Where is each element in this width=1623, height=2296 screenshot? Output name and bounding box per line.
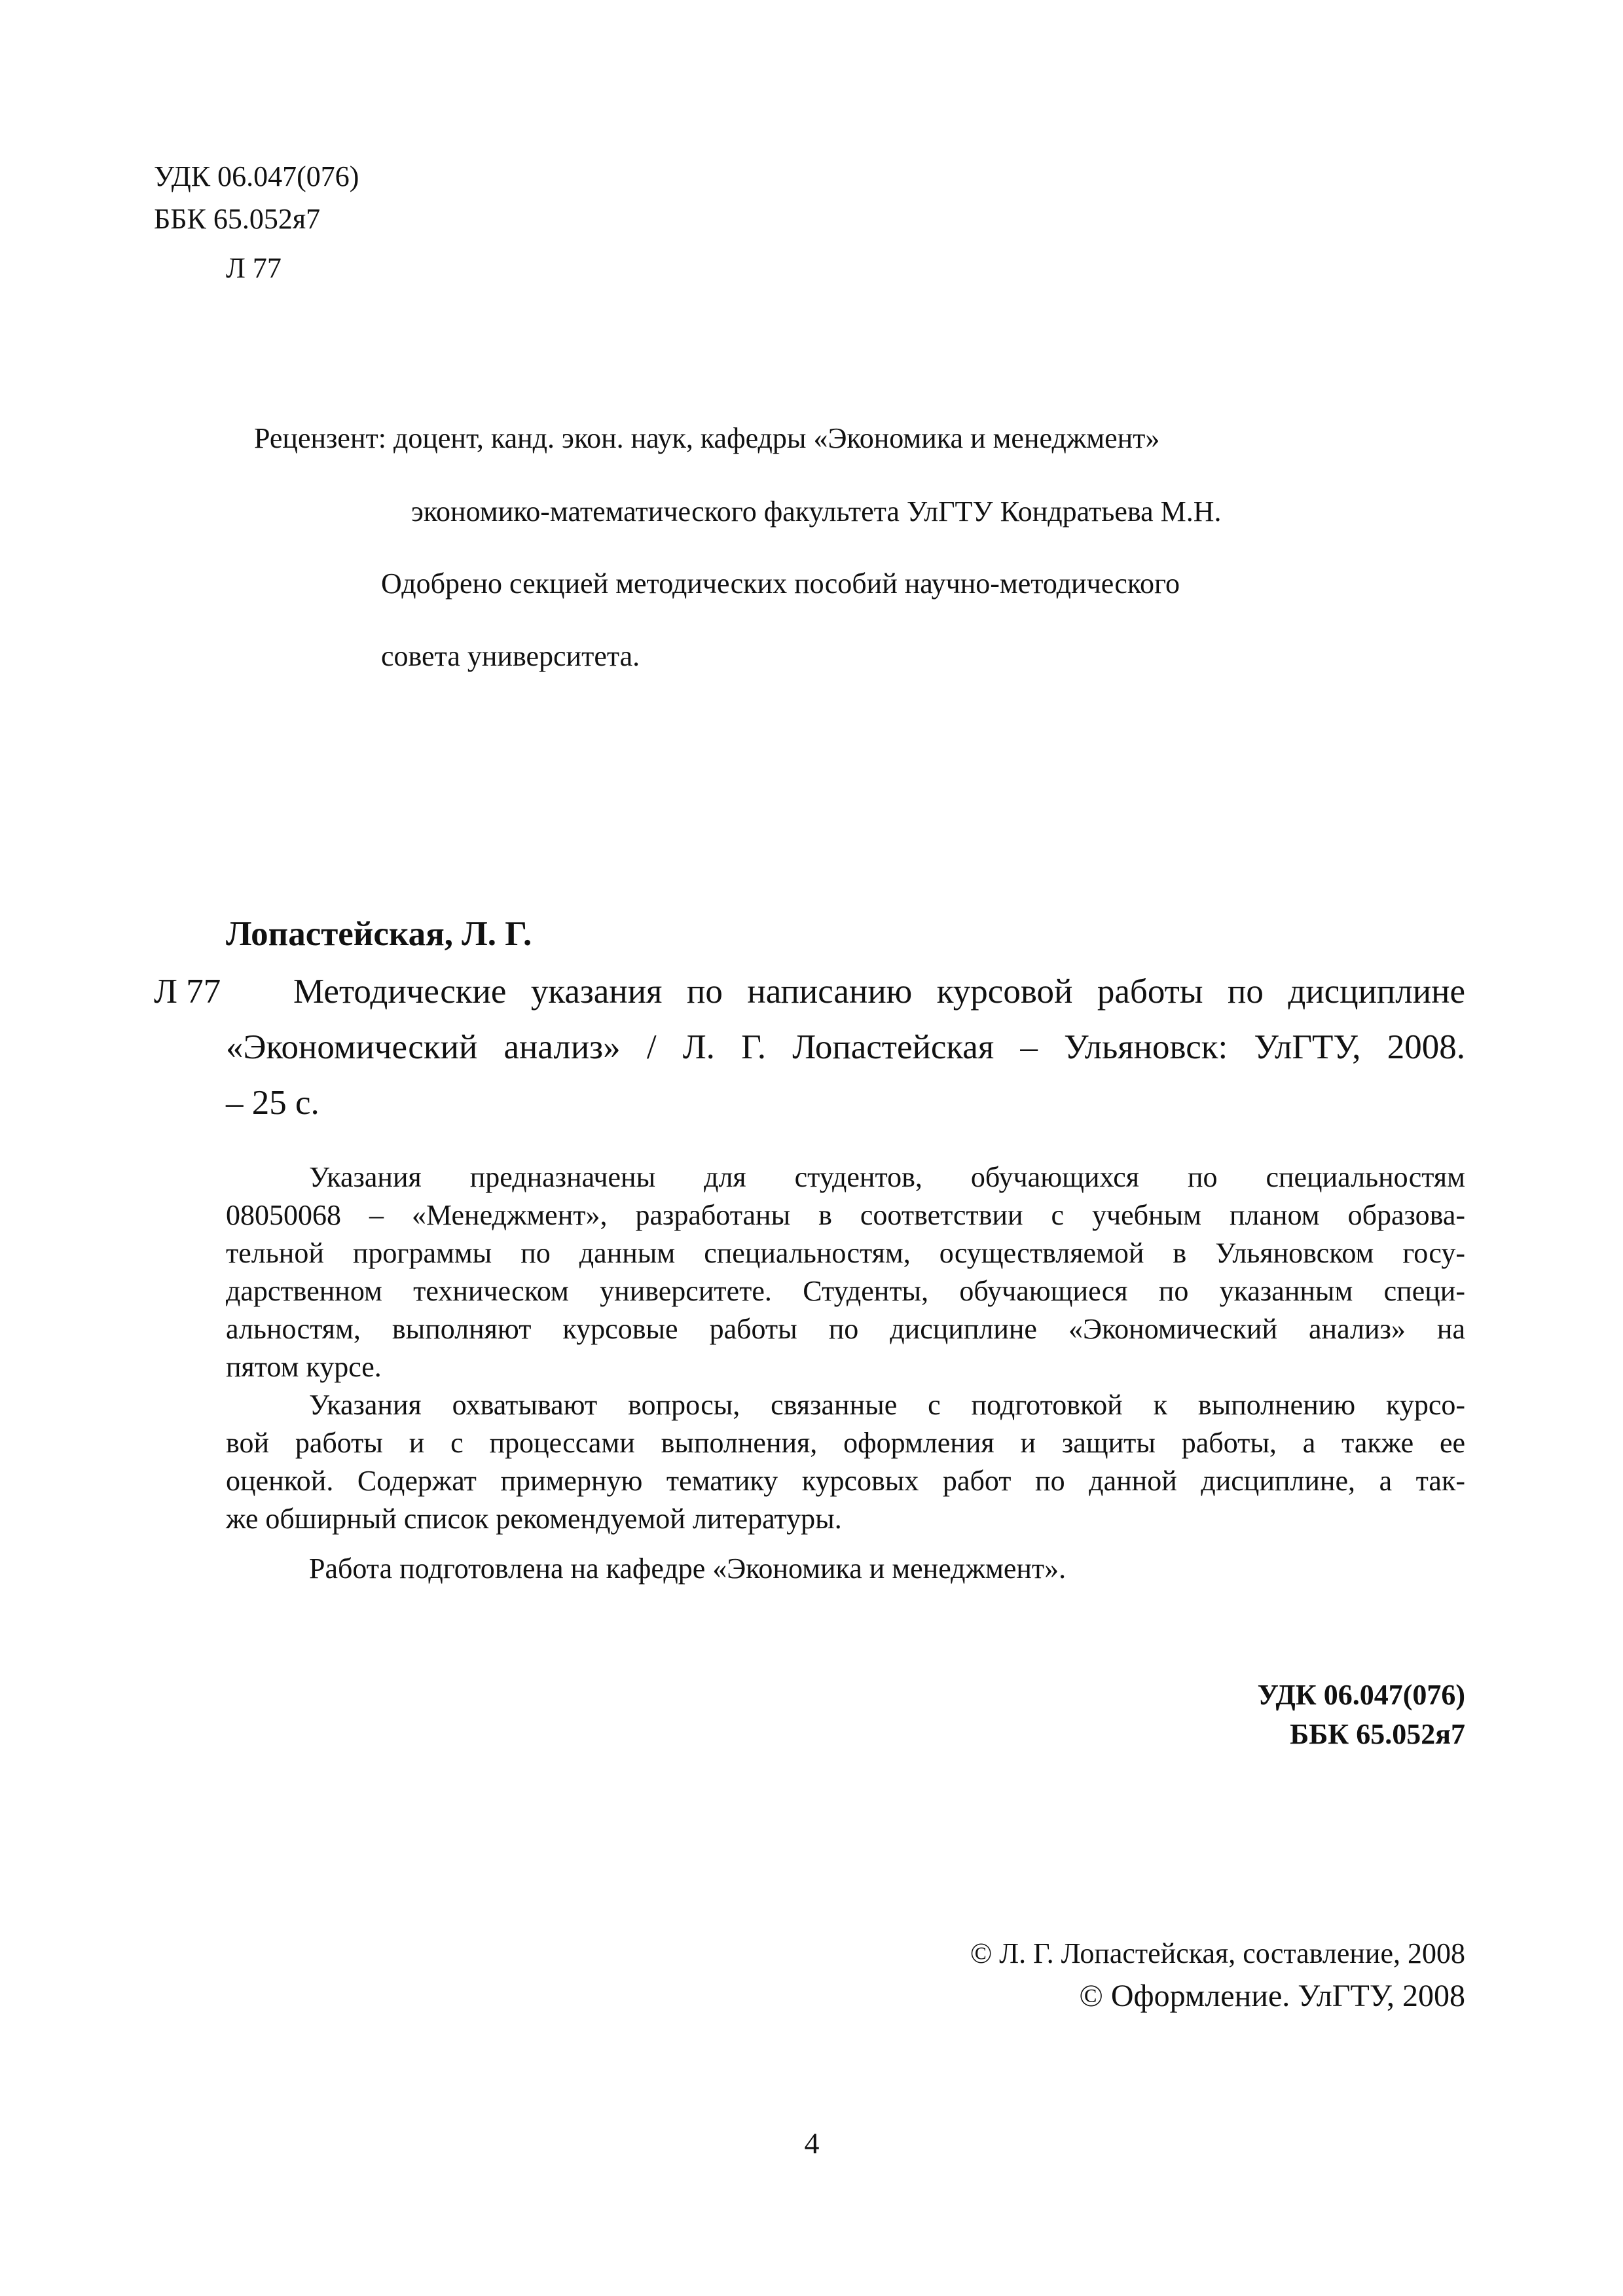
udk-code-bottom: УДК 06.047(076) <box>1257 1679 1465 1711</box>
annotation-p1-line-4: дарственном техническом университете. Студенты, обучающиеся по указанным специ- <box>226 1275 1465 1307</box>
annotation-p1-line-3: тельной программы по данным специальностям, осуществляемой в Ульяновском госу- <box>226 1237 1465 1269</box>
annotation-p1-line-1: Указания предназначены для студентов, обучающихся по специальностям <box>309 1161 1465 1193</box>
author-sign-top: Л 77 <box>226 252 282 284</box>
author-sign: Л 77 <box>154 973 221 1011</box>
bibliographic-pages: – 25 с. <box>226 1084 319 1122</box>
approval-line-2: совета университета. <box>381 640 640 672</box>
bbk-code-bottom: ББК 65.052я7 <box>1290 1718 1465 1750</box>
copyright-design: © Оформление. УлГТУ, 2008 <box>1079 1979 1465 2013</box>
annotation-p2-line-4: же обширный список рекомендуемой литературы. <box>226 1503 842 1535</box>
approval-line-1: Одобрено секцией методических пособий научно-методического <box>381 567 1180 600</box>
annotation-p2-line-1: Указания охватывают вопросы, связанные с подготовкой к выполнению курсо- <box>309 1389 1465 1421</box>
author-name: Лопастейская, Л. Г. <box>226 915 532 953</box>
bibliographic-title-line-1: Методические указания по написанию курсовой работы по дисциплине <box>293 973 1465 1011</box>
bibliographic-title-line-2: «Экономический анализ» / Л. Г. Лопастейская – Ульяновск: УлГТУ, 2008. <box>226 1028 1465 1066</box>
copyright-author: © Л. Г. Лопастейская, составление, 2008 <box>970 1937 1465 1969</box>
annotation-p1-line-5: альностям, выполняют курсовые работы по дисциплине «Экономический анализ» на <box>226 1313 1465 1345</box>
annotation-p3: Работа подготовлена на кафедре «Экономика и менеджмент». <box>309 1552 1067 1585</box>
reviewer-line-1: Рецензент: доцент, канд. экон. наук, кафедры «Экономика и менеджмент» <box>254 422 1160 454</box>
annotation-p2-line-3: оценкой. Содержат примерную тематику курсовых работ по данной дисциплине, а так- <box>226 1465 1465 1497</box>
udk-code-top: УДК 06.047(076) <box>154 160 359 192</box>
bbk-code-top: ББК 65.052я7 <box>154 203 321 235</box>
annotation-p2-line-2: вой работы и с процессами выполнения, оформления и защиты работы, а также ее <box>226 1427 1465 1459</box>
annotation-p1-line-2: 08050068 – «Менеджмент», разработаны в соответствии с учебным планом образова- <box>226 1199 1465 1231</box>
annotation-p1-line-6: пятом курсе. <box>226 1351 382 1383</box>
page-number: 4 <box>804 2126 820 2160</box>
reviewer-line-2: экономико-математического факультета УлГТУ Кондратьева М.Н. <box>411 495 1222 528</box>
